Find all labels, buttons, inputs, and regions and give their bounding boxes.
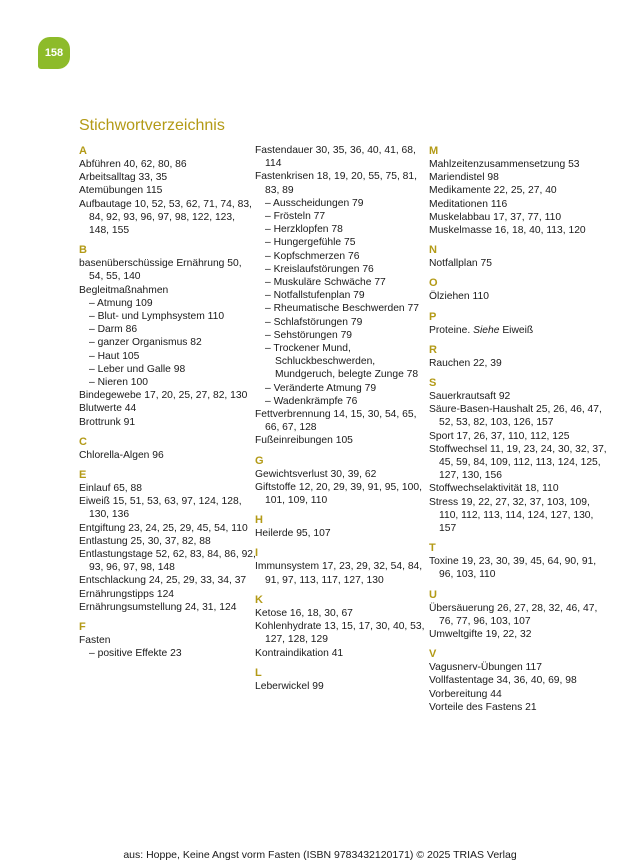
index-entry: Immunsystem 17, 23, 29, 32, 54, 84, 91, 97, 113, 117, 127, 130	[255, 561, 423, 586]
index-letter: S	[429, 377, 437, 390]
index-entry: Mahlzeitenzusammensetzung 53	[429, 159, 580, 170]
index-subentry: – ganzer Organismus 82	[79, 336, 257, 349]
index-section	[79, 435, 257, 462]
index-subentry: – Schlafstörungen 79	[255, 316, 433, 329]
index-section	[429, 243, 607, 270]
index-entry: Brottrunk 91	[79, 416, 136, 428]
index-entry: Notfallplan 75	[429, 258, 492, 270]
index-entry: basenüberschüssige Ernährung 50, 54, 55, 140	[79, 258, 242, 283]
index-entry: Aufbautage 10, 52, 53, 62, 71, 74, 83, 84, 92, 93, 96, 97, 98, 122, 123, 148, 155	[79, 198, 252, 237]
index-entry: Leberwickel 99	[255, 680, 324, 692]
index-entry: Toxine 19, 23, 30, 39, 45, 64, 90, 91, 96, 103, 110	[429, 556, 597, 581]
index-subentry: – positive Effekte 23	[79, 647, 257, 660]
index-entry: Umweltgifte 19, 22, 32	[429, 629, 532, 641]
index-subentry: – Atmung 109	[79, 297, 257, 310]
index-entry: Ölziehen 110	[429, 291, 489, 303]
index-entry: Mariendistel 98	[429, 172, 499, 184]
index-section	[255, 454, 433, 508]
index-section	[79, 243, 257, 429]
index-section	[429, 310, 607, 337]
index-subentry: – Kreislaufstörungen 76	[255, 263, 433, 276]
index-entry: Medikamente 22, 25, 27, 40	[429, 185, 557, 197]
index-section	[255, 144, 433, 448]
index-entry: Stoffwechsel 11, 19, 23, 24, 30, 32, 37, 45, 59, 84, 109, 112, 113, 124, 125, 127, 130, 156	[429, 443, 607, 482]
index-entry: Fasten	[79, 635, 111, 647]
index-subentry: – Rheumatische Beschwerden 77	[255, 302, 433, 315]
index-entry: Vagusnerv-Übungen 117	[429, 662, 542, 674]
index-entry: Ketose 16, 18, 30, 67	[255, 607, 353, 619]
index-letter: P	[429, 310, 437, 323]
index-entry: Begleitmaßnahmen	[79, 284, 169, 296]
index-letter: H	[255, 514, 263, 527]
index-letter: N	[429, 244, 437, 257]
index-entry: Entlastungstage 52, 62, 83, 84, 86, 92, 93, 96, 97, 98, 148	[79, 549, 256, 574]
index-letter: G	[255, 454, 264, 467]
index-subentry: – Wadenkrämpfe 76	[255, 395, 433, 408]
see-reference-target: Eiweiß	[502, 324, 534, 336]
index-entry: Giftstoffe 12, 20, 29, 39, 91, 95, 100, 101, 109, 110	[255, 481, 422, 507]
index-section	[255, 593, 433, 660]
index-letter: C	[79, 435, 87, 448]
index-subentry: – Kopfschmerzen 76	[255, 250, 433, 263]
index-section	[79, 144, 257, 237]
index-entry: Entgiftung 23, 24, 25, 29, 45, 54, 110	[79, 522, 248, 534]
index-column-1	[79, 144, 257, 667]
index-entry: Ernährungstipps 124	[79, 588, 175, 600]
index-entry: Stoffwechselaktivität 18, 110	[429, 483, 559, 495]
index-entry: Meditationen 116	[429, 198, 508, 210]
index-letter: I	[255, 547, 259, 560]
index-entry: Rauchen 22, 39	[429, 357, 502, 369]
index-entry: Einlauf 65, 88	[79, 483, 142, 495]
index-entry: Muskelabbau 17, 37, 77, 110	[429, 211, 562, 223]
index-section	[79, 620, 257, 660]
index-entry: Abführen 40, 62, 80, 86	[79, 159, 187, 170]
index-letter: M	[429, 145, 439, 157]
index-subentry: – Notfallstufenplan 79	[255, 289, 433, 302]
index-entry: Fußeinreibungen 105	[255, 435, 353, 447]
index-letter: E	[79, 469, 87, 482]
index-subentry: – Nieren 100	[79, 376, 257, 389]
index-letter: R	[429, 343, 437, 356]
index-entry: Sport 17, 26, 37, 110, 112, 125	[429, 430, 570, 442]
index-entry: Heilerde 95, 107	[255, 528, 331, 540]
index-subentry: – Trockener Mund, Schluckbeschwerden, Mundgeruch, belegte Zunge 78	[255, 342, 433, 382]
index-entry: Bindegewebe 17, 20, 25, 27, 82, 130	[79, 390, 248, 402]
index-entry: Übersäuerung 26, 27, 28, 32, 46, 47, 76, 77, 96, 103, 107	[429, 602, 598, 627]
index-subentry: – Blut- und Lymphsystem 110	[79, 310, 257, 323]
index-entry: Ernährungsumstellung 24, 31, 124	[79, 601, 237, 613]
index-entry	[429, 324, 607, 337]
index-section	[255, 546, 433, 586]
index-subentry: – Veränderte Atmung 79	[255, 382, 433, 395]
index-entry: Stress 19, 22, 27, 32, 37, 103, 109, 110, 112, 113, 114, 124, 127, 130, 157	[429, 496, 594, 535]
index-entry: Säure-Basen-Haushalt 25, 26, 46, 47, 52, 53, 82, 103, 126, 157	[429, 404, 602, 429]
index-letter: K	[255, 593, 263, 606]
index-letter: O	[429, 277, 438, 290]
index-subentry: – Frösteln 77	[255, 210, 433, 223]
index-letter: B	[79, 244, 87, 257]
index-subentry: – Leber und Galle 98	[79, 363, 257, 376]
page-number-badge	[38, 37, 70, 69]
index-entry: Fastenkrisen 18, 19, 20, 55, 75, 81, 83, 89	[255, 171, 417, 196]
index-subentry: – Herzklopfen 78	[255, 223, 433, 236]
index-column-2	[255, 144, 433, 699]
index-entry: Chlorella-Algen 96	[79, 449, 164, 461]
index-letter: T	[429, 542, 436, 555]
index-section	[429, 647, 607, 714]
index-subentry: – Hungergefühle 75	[255, 236, 433, 249]
page-title: Stichwortverzeichnis	[79, 117, 225, 134]
index-subentry: – Sehstörungen 79	[255, 329, 433, 342]
entry-text: Proteine.	[429, 324, 471, 336]
index-entry: Vorteile des Fastens 21	[429, 701, 537, 713]
page-number: 158	[44, 47, 64, 59]
index-letter: F	[79, 621, 86, 634]
index-entry: Vorbereitung 44	[429, 688, 502, 700]
index-section	[429, 541, 607, 581]
index-letter: A	[79, 145, 87, 157]
footer-citation: aus: Hoppe, Keine Angst vorm Fasten (ISBN 9783432120171) © 2025 TRIAS Verlag	[123, 849, 517, 861]
index-subentry: – Muskuläre Schwäche 77	[255, 276, 433, 289]
index-entry: Atemübungen 115	[79, 185, 163, 197]
index-entry: Muskelmasse 16, 18, 40, 113, 120	[429, 225, 586, 237]
index-column-3	[429, 144, 607, 720]
index-entry: Kontraindikation 41	[255, 647, 344, 659]
index-section	[255, 513, 433, 540]
see-reference-label: Siehe	[473, 324, 500, 336]
index-section	[429, 343, 607, 370]
index-section	[429, 588, 607, 642]
index-entry: Entlastung 25, 30, 37, 82, 88	[79, 535, 211, 547]
index-section	[429, 276, 607, 303]
index-section	[79, 468, 257, 614]
index-section	[429, 376, 607, 535]
index-letter: V	[429, 648, 437, 661]
index-section	[429, 144, 607, 237]
index-entry: Fastendauer 30, 35, 36, 40, 41, 68, 114	[255, 145, 416, 170]
index-section	[255, 666, 433, 693]
index-entry: Fettverbrennung 14, 15, 30, 54, 65, 66, 67, 128	[255, 409, 417, 434]
index-entry: Sauerkrautsaft 92	[429, 391, 511, 403]
index-entry: Kohlenhydrate 13, 15, 17, 30, 40, 53, 127, 128, 129	[255, 621, 425, 646]
index-letter: U	[429, 588, 437, 601]
index-subentry: – Darm 86	[79, 323, 257, 336]
index-entry: Arbeitsalltag 33, 35	[79, 172, 168, 184]
index-entry: Vollfastentage 34, 36, 40, 69, 98	[429, 675, 577, 687]
index-entry: Blutwerte 44	[79, 403, 137, 415]
index-entry: Eiweiß 15, 51, 53, 63, 97, 124, 128, 130, 136	[79, 496, 242, 521]
index-subentry: – Haut 105	[79, 350, 257, 363]
index-entry: Entschlackung 24, 25, 29, 33, 34, 37	[79, 575, 247, 587]
index-subentry: – Ausscheidungen 79	[255, 197, 433, 210]
index-entry: Gewichtsverlust 30, 39, 62	[255, 468, 377, 480]
index-letter: L	[255, 666, 262, 679]
